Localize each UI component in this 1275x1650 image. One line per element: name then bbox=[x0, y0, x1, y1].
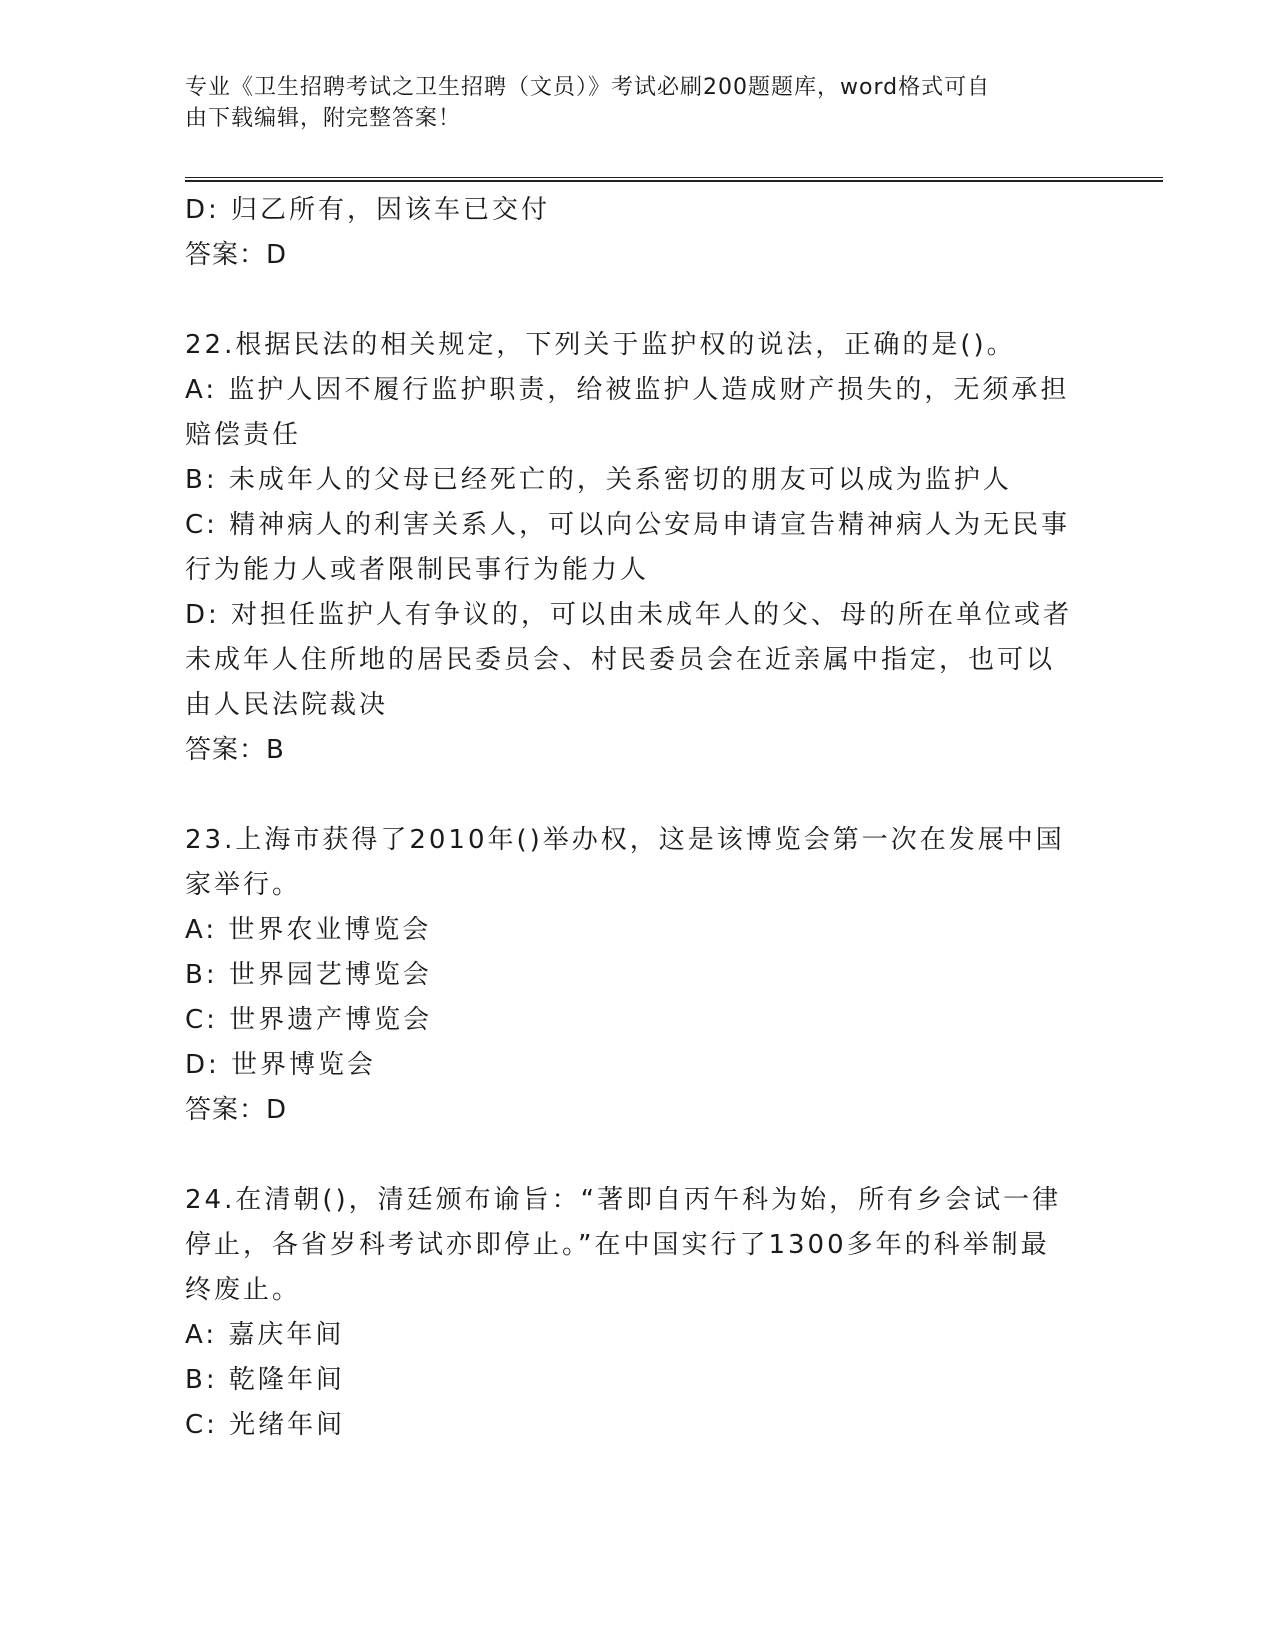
question-22 bbox=[185, 323, 1085, 773]
option-d-continued: 未成年人住所地的居民委员会、村民委员会在近亲属中指定，也可以 bbox=[185, 645, 1056, 675]
question-stem-continued: 终废止。 bbox=[185, 1275, 302, 1305]
option-d: D: 对担任监护人有争议的，可以由未成年人的父、母的所在单位或者 bbox=[185, 600, 1073, 630]
answer-line: 答案：D bbox=[185, 1095, 288, 1125]
question-23 bbox=[185, 818, 1085, 1133]
option-a: A: 世界农业博览会 bbox=[185, 915, 432, 945]
option-c: C: 光绪年间 bbox=[185, 1410, 346, 1440]
answer-line: 答案：D bbox=[185, 240, 288, 270]
option-b: B: 世界园艺博览会 bbox=[185, 960, 432, 990]
option-a: A: 嘉庆年间 bbox=[185, 1320, 345, 1350]
option-b: B: 未成年人的父母已经死亡的，关系密切的朋友可以成为监护人 bbox=[185, 465, 1012, 495]
option-c: C: 世界遗产博览会 bbox=[185, 1005, 433, 1035]
answer-line: 答案：B bbox=[185, 735, 285, 765]
option-a-continued: 赔偿责任 bbox=[185, 420, 302, 450]
header-title-line-2: 由下载编辑，附完整答案！ bbox=[185, 106, 462, 131]
header-title-line-1: 专业《卫生招聘考试之卫生招聘（文员）》考试必刷200题题库，word格式可自 bbox=[185, 75, 991, 100]
option-d: D: 归乙所有，因该车已交付 bbox=[185, 195, 551, 225]
question-24 bbox=[185, 1178, 1085, 1448]
option-c: C: 精神病人的利害关系人，可以向公安局申请宣告精神病人为无民事 bbox=[185, 510, 1071, 540]
document-body bbox=[185, 188, 1085, 1448]
option-c-continued: 行为能力人或者限制民事行为能力人 bbox=[185, 555, 650, 585]
option-d: D: 世界博览会 bbox=[185, 1050, 377, 1080]
question-stem: 24.在清朝()，清廷颁布谕旨：“著即自丙午科为始，所有乡会试一律 bbox=[185, 1185, 1062, 1215]
header-divider bbox=[185, 177, 1163, 182]
question-stem: 22.根据民法的相关规定，下列关于监护权的说法，正确的是()。 bbox=[185, 330, 1016, 360]
option-a: A: 监护人因不履行监护职责，给被监护人造成财产损失的，无须承担 bbox=[185, 375, 1070, 405]
question-stem-continued: 家举行。 bbox=[185, 870, 302, 900]
question-stem-continued: 停止，各省岁科考试亦即停止。”在中国实行了1300多年的科举制最 bbox=[185, 1230, 1050, 1260]
option-d-continued: 由人民法院裁决 bbox=[185, 690, 389, 720]
question-stem: 23.上海市获得了2010年()举办权，这是该博览会第一次在发展中国 bbox=[185, 825, 1065, 855]
page-header bbox=[185, 72, 1065, 134]
previous-question-tail bbox=[185, 188, 1085, 278]
option-b: B: 乾隆年间 bbox=[185, 1365, 345, 1395]
